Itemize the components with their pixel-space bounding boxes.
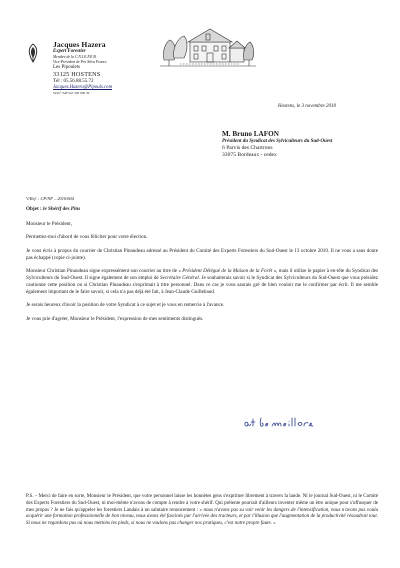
recipient-address-line1: 6 Parvis des Chartrons [222, 144, 273, 151]
paragraph-closing: Je vous prie d'agréer, Monsieur le Président, l'expression de mes sentiments distingués. [26, 315, 204, 322]
postscript [26, 494, 378, 528]
paragraph-question [26, 268, 378, 296]
sender-name: Jacques Hazera [53, 40, 106, 49]
subject-line [26, 206, 80, 212]
sender-vice-president: Vice-Président de Pro Silva France [53, 60, 107, 65]
sender-siren: Siren° 348 322 590 000 39 [53, 91, 90, 96]
sender-title: Expert Forestier [53, 49, 86, 55]
paragraph-question-part1: Monsieur Christian Pinaudeau signe expressément son courrier au titre de « [26, 268, 183, 275]
reference-line: V/Ref. : CP/NF – 2010/604 [26, 196, 74, 201]
recipient-name: M. Bruno LAFON [222, 130, 279, 138]
letter-body [26, 221, 378, 329]
paragraph-thanks: Je serais heureux d'avoir la position de votre Syndicat à ce sujet et je vous en remercie à l'avance. [26, 302, 225, 309]
postscript-text: P.S. – Merci de faire en sorte, Monsieur le Président, que votre personnel laisse les honnêtes gens s'exprimer librement à travers la lande. Ni le journal Sud-Ouest, ni le Comité des Experts Forestiers du Sud-Ouest, ni moi-même n'avons de compte à rendre à votre shérif. Qui prétente pourrait d'ailleurs inventer même un être unique pour s'offusquer de mes propos ? Je ne fais qu'appeler les forestiers Landais à un salutaire renoncement : [26, 494, 378, 513]
paragraph-question-title1: Président Délégué de la Maison de la Forêt [182, 268, 273, 275]
recipient-address-line2: 33075 Bordeaux - cedex [222, 151, 277, 158]
recipient-role: Président du Syndicat des Sylviculteurs du Sud-Ouest [222, 138, 333, 144]
postscript-quote: « nous n'avons pas su voir venir les dangers de l'intensification, nous n'avons pas voulu acquérir une formation professionnelle de bon niveau, nous avons été fascinés par l'arrivée des tracteurs, et par l'illusion que l'augmentation de la productivité résoudrait tout. Si nous ne regardons pas où nous mettons les pieds, si nous ne voulons pas changer nos pratiques, c'est notre propre faute. » [26, 507, 378, 527]
sender-postcode-city: 33125 HOSTENS [53, 71, 101, 79]
paragraph-congratulations: Permettez-moi d'abord de vous féliciter pour votre élection. [26, 234, 148, 241]
salutation: Monsieur le Président, [26, 221, 72, 227]
subject-value: le Shérif des Pins [43, 206, 81, 212]
subject-label: Objet : [26, 206, 42, 212]
handwritten-signature [242, 416, 322, 430]
sender-membership: Membre de la C.N.I.E.F.E.B. [53, 55, 97, 60]
paragraph-context: Je vous écris à propos du courrier de Christian Pinaudeau adressé au Président du Comité des Experts Forestiers du Sud-Ouest le 13 octobre 2010. Il ne vous a sans doute pas échappé (copie ci-jointe). [26, 247, 378, 261]
manor-house-illustration [160, 20, 256, 68]
paragraph-question-part3: . Je souhaiterais savoir si le Syndicat des Sylviculteurs du Sud-Ouest que vous présidez cautionne cette position ou si Christian Pinaudeau s'exprimait à titre personnel. Dans ce cas je vous saurais gré de bien vouloir me le confirmer par écrit. Il me semble également important de le faire savoir, si cela n'a pas déjà été fait, à Jean-Claude Guillebaud. [26, 275, 379, 295]
sender-phone: Tél : 05.56.88.55.72 [53, 78, 94, 84]
paragraph-question-part2: », mais il utilise le papier à en-tête du Syndicat des Sylviculteurs du Sud-Ouest. Il signe également de son emploi de [26, 268, 378, 282]
sender-email-link[interactable]: Jacques.Hazera@Pipouls.com [53, 85, 113, 91]
sender-place: Les Pipoulets [53, 64, 81, 70]
expert-logo-icon [25, 43, 41, 63]
letter-date: Hostens, le 3 novembre 2010 [278, 104, 336, 109]
paragraph-question-title2: Secrétaire Général [160, 275, 199, 282]
recipient-block [222, 130, 392, 159]
